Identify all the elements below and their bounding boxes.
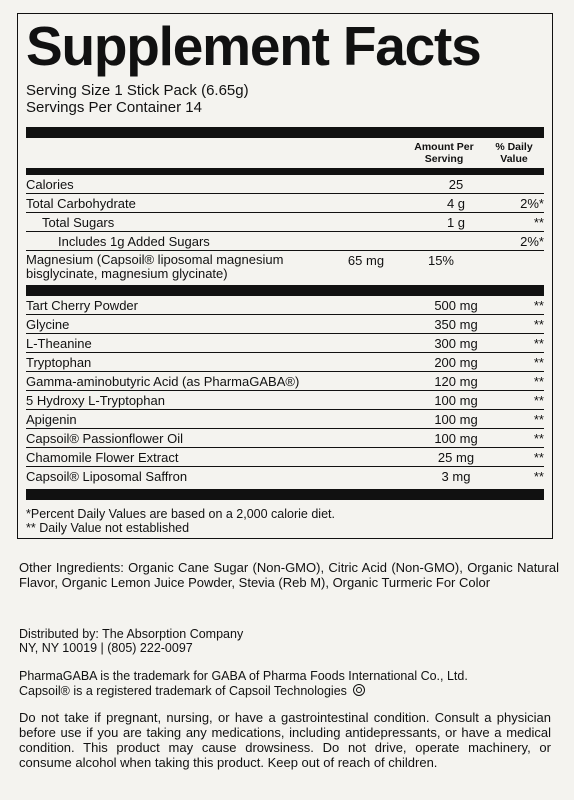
nutrient-amount: 1 g xyxy=(446,214,466,230)
table-row xyxy=(26,429,544,448)
trademark-capsoil: Capsoil® is a registered trademark of Capsoil Technologies xyxy=(19,684,347,698)
ingredient-name: Tryptophan xyxy=(26,354,92,370)
distributor-contact: NY, NY 10019 | (805) 222-0097 xyxy=(19,641,193,655)
nutrient-amount: 65 mg xyxy=(347,253,385,268)
table-row xyxy=(26,353,544,372)
nutrient-name: Total Carbohydrate xyxy=(26,195,136,211)
ingredient-dv: ** xyxy=(533,354,544,370)
ingredient-amount: 350 mg xyxy=(434,316,478,332)
nutrient-name: Calories xyxy=(26,176,74,192)
ingredient-dv: ** xyxy=(533,316,544,332)
ingredient-dv: ** xyxy=(533,392,544,408)
nutrient-name: Includes 1g Added Sugars xyxy=(58,233,210,249)
ingredient-name: Gamma-aminobutyric Acid (as PharmaGABA®) xyxy=(26,373,300,389)
nutrient-dv: 2%* xyxy=(520,233,544,249)
table-row xyxy=(26,213,544,232)
table-row xyxy=(26,372,544,391)
ingredient-name: Capsoil® Liposomal Saffron xyxy=(26,469,188,484)
distributor-name: Distributed by: The Absorption Company xyxy=(19,627,244,641)
ingredient-dv: ** xyxy=(533,469,544,484)
trademark-capsoil-line xyxy=(19,684,468,699)
table-row xyxy=(26,334,544,353)
ingredient-amount: 100 mg xyxy=(434,430,478,446)
nutrient-dv: 15% xyxy=(427,253,454,268)
table-row xyxy=(26,391,544,410)
ingredient-rows xyxy=(26,296,544,486)
divider-bar xyxy=(26,168,544,175)
ingredient-dv: ** xyxy=(533,449,544,465)
ingredient-amount: 500 mg xyxy=(434,297,478,313)
serving-info xyxy=(26,82,544,116)
nutrient-amount: 25 xyxy=(448,176,464,192)
ingredient-dv: ** xyxy=(533,411,544,427)
divider-bar xyxy=(26,285,544,296)
distributor-info xyxy=(19,627,243,655)
servings-per-container: Servings Per Container 14 xyxy=(26,99,202,116)
trademark-notice xyxy=(19,669,468,699)
ingredient-name: Glycine xyxy=(26,316,70,332)
recycle-icon xyxy=(353,684,365,696)
serving-size: Serving Size 1 Stick Pack (6.65g) xyxy=(26,82,249,99)
table-row xyxy=(26,315,544,334)
table-row xyxy=(26,232,544,251)
ingredient-amount: 100 mg xyxy=(434,411,478,427)
nutrient-rows xyxy=(26,175,544,285)
table-row xyxy=(26,448,544,467)
table-row xyxy=(26,175,544,194)
nutrient-name: Magnesium (Capsoil® liposomal magnesium bisglycinate, magnesium glycinate) xyxy=(26,252,284,281)
ingredient-amount: 300 mg xyxy=(434,335,478,351)
divider-bar xyxy=(26,489,544,500)
panel-title: Supplement Facts xyxy=(26,15,481,77)
ingredient-name: 5 Hydroxy L-Tryptophan xyxy=(26,392,165,408)
ingredient-amount: 25 mg xyxy=(437,449,475,465)
nutrient-amount: 4 g xyxy=(446,195,466,211)
ingredient-amount: 3 mg xyxy=(441,469,471,484)
ingredient-dv: ** xyxy=(533,373,544,389)
ingredient-dv: ** xyxy=(533,297,544,313)
amount-per-serving-header: Amount Per Serving xyxy=(414,141,474,165)
ingredient-name: L-Theanine xyxy=(26,335,92,351)
table-row xyxy=(26,296,544,315)
ingredient-name: Apigenin xyxy=(26,411,77,427)
nutrient-dv: 2%* xyxy=(520,195,544,211)
ingredient-amount: 100 mg xyxy=(434,392,478,408)
ingredient-amount: 120 mg xyxy=(434,373,478,389)
ingredient-name: Tart Cherry Powder xyxy=(26,297,138,313)
divider-bar xyxy=(26,127,544,138)
supplement-facts-panel xyxy=(17,13,553,539)
other-ingredients: Other Ingredients: Organic Cane Sugar (Non-GMO), Citric Acid (Non-GMO), Organic Natural Flavor, Organic Lemon Juice Powder, Stevia (Reb M), Organic Turmeric For Color xyxy=(19,560,559,590)
footnote-daily-value: *Percent Daily Values are based on a 2,000 calorie diet. xyxy=(26,507,335,521)
column-headers xyxy=(26,138,544,168)
footnote-not-established: ** Daily Value not established xyxy=(26,521,190,535)
table-row xyxy=(26,251,544,285)
nutrient-name: Total Sugars xyxy=(42,214,115,230)
table-row xyxy=(26,194,544,213)
ingredient-amount: 200 mg xyxy=(434,354,478,370)
table-row xyxy=(26,467,544,486)
ingredient-name: Chamomile Flower Extract xyxy=(26,449,179,465)
nutrient-dv: ** xyxy=(533,214,544,230)
table-row xyxy=(26,410,544,429)
daily-value-header: % Daily Value xyxy=(495,141,533,165)
ingredient-name: Capsoil® Passionflower Oil xyxy=(26,430,183,446)
ingredient-dv: ** xyxy=(533,430,544,446)
footnotes xyxy=(26,507,544,535)
warning-text: Do not take if pregnant, nursing, or have a gastrointestinal condition. Consult a physician before use if you are taking any medications, including antidepressants, or have a medical condition. This product may cause drowsiness. Do not drive, operate machinery, or consume alcohol when taking this product. Keep out of reach of children. xyxy=(19,710,551,770)
ingredient-dv: ** xyxy=(533,335,544,351)
trademark-pharmagaba: PharmaGABA is the trademark for GABA of Pharma Foods International Co., Ltd. xyxy=(19,669,468,683)
